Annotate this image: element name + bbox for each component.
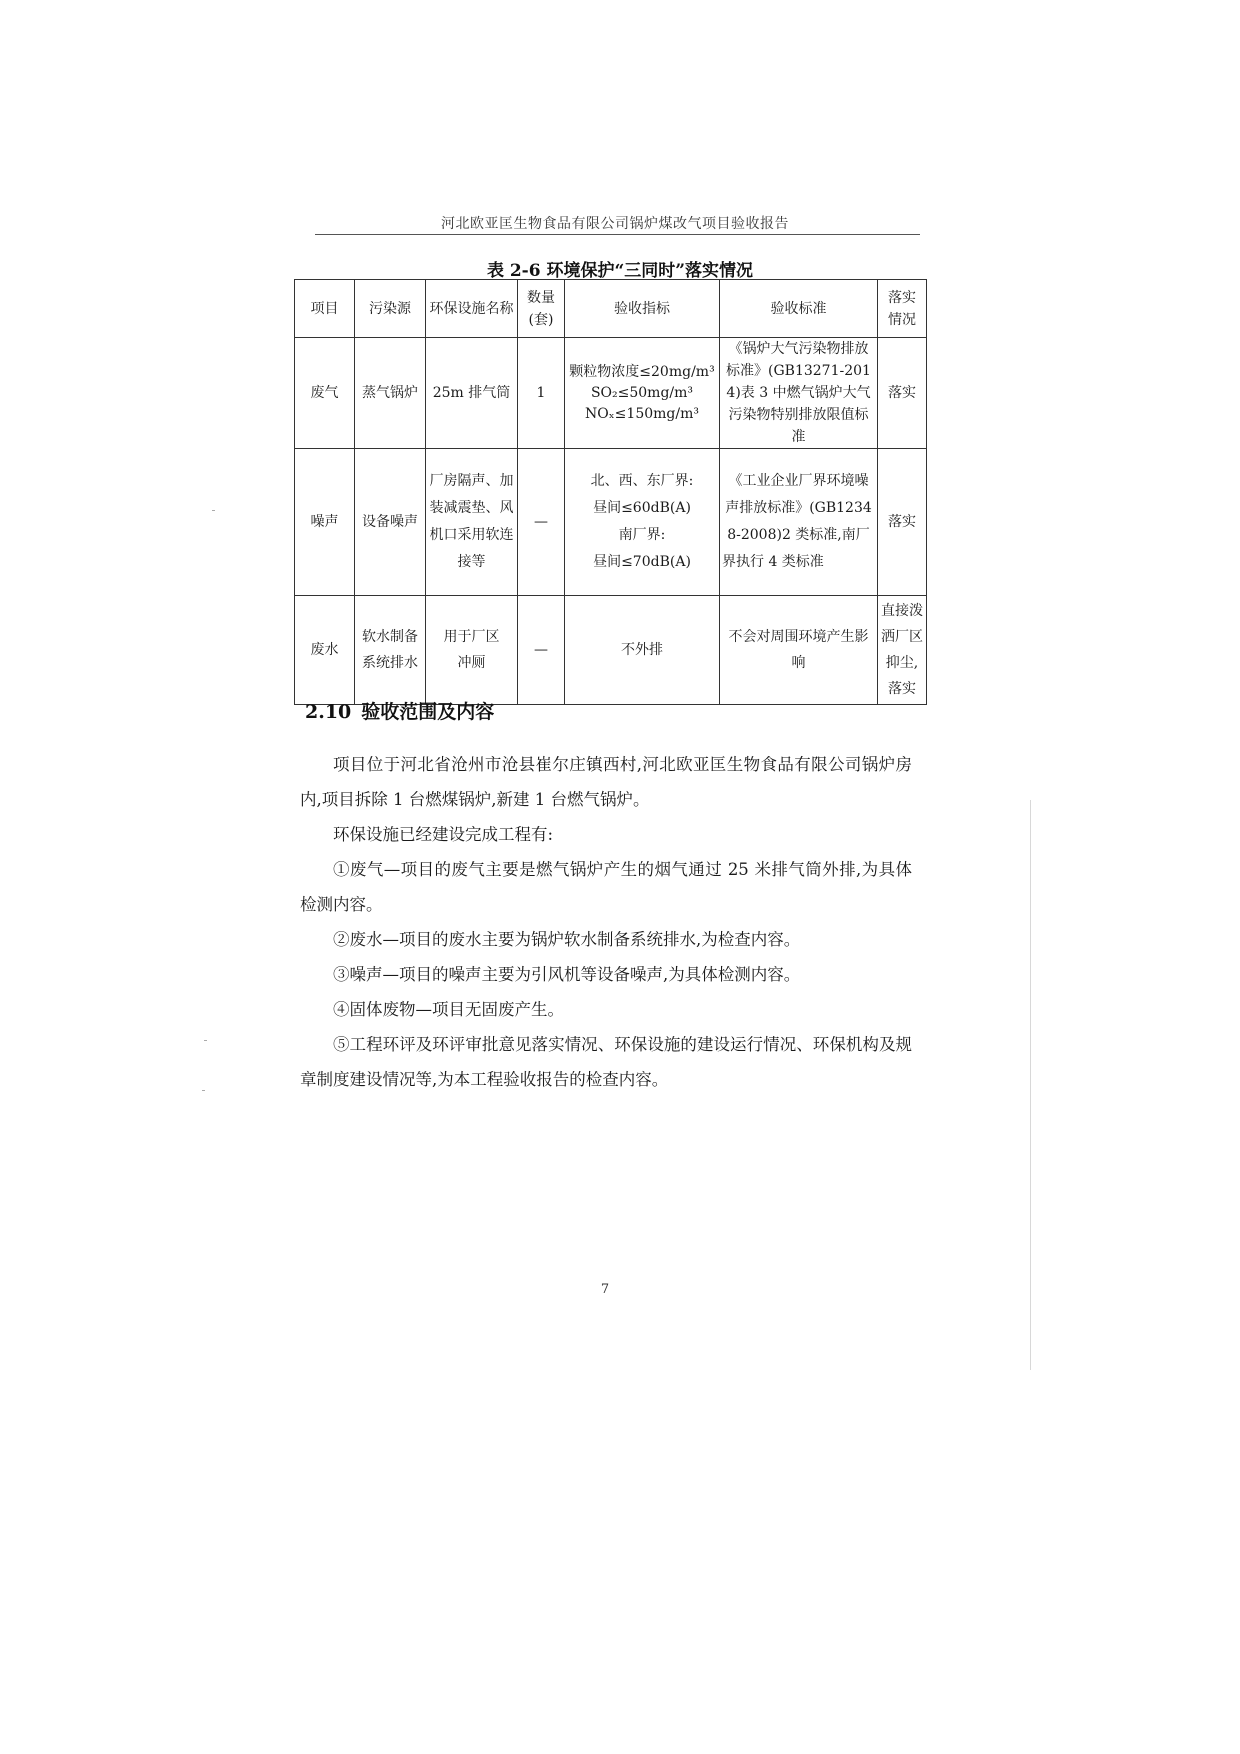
col-header-status [878,280,927,338]
cell-project: 废气 [295,338,355,449]
cell-facility: 25m 排气筒 [426,338,518,449]
indicator-line: 昼间≤60dB(A) [593,500,691,516]
cell-qty: 1 [518,338,565,449]
table-row-exhaust [295,338,927,449]
indicator-line: 南厂界: [618,527,666,543]
cell-status: 落实 [878,449,927,596]
col-header-qty-line1: 数量 [527,289,555,306]
col-header-standard: 验收标准 [720,280,878,338]
indicator-line: SO₂≤50mg/m³ [590,384,694,401]
cell-source: 软水制备系统排水 [355,596,426,705]
paragraph: ②废水—项目的废水主要为锅炉软水制备系统排水,为检查内容。 [333,930,801,949]
section-heading [305,697,494,724]
indicator-line: 颗粒物浓度≤20mg/m³ [569,363,715,380]
col-header-qty-line2: (套) [528,311,554,328]
scan-speck [204,1040,207,1041]
col-header-project: 项目 [295,280,355,338]
cell-status: 直接泼洒厂区抑尘,落实 [878,596,927,705]
table-row-noise [295,449,927,596]
body-text [300,747,912,1097]
section-title: 验收范围及内容 [361,701,495,723]
scan-edge-line [1030,800,1031,1370]
cell-standard: 《工业企业厂界环境噪声排放标准》(GB12348-2008)2 类标准,南厂界执行 4 类标准 [720,449,878,596]
header-rule [315,234,920,235]
paragraph: ①废气—项目的废气主要是燃气锅炉产生的烟气通过 25 米排气筒外排,为具体检测内容。 [300,860,912,914]
cell-standard: 《锅炉大气污染物排放标准》(GB13271-2014)表 3 中燃气锅炉大气污染物特别排放限值标准 [720,338,878,449]
page-number: 7 [600,1282,610,1297]
paragraph: ⑤工程环评及环评审批意见落实情况、环保设施的建设运行情况、环保机构及规章制度建设情况等,为本工程验收报告的检查内容。 [300,1035,912,1089]
section-number: 2.10 [305,701,352,723]
col-header-status-line2: 情况 [888,311,916,328]
col-header-qty [518,280,565,338]
cell-project: 噪声 [295,449,355,596]
col-header-source: 污染源 [355,280,426,338]
indicator-line: 昼间≤70dB(A) [593,554,691,570]
paragraph: ④固体废物—项目无固废产生。 [333,1000,564,1019]
indicator-line: NOₓ≤150mg/m³ [585,405,699,422]
table-row-wastewater [295,596,927,705]
cell-status: 落实 [878,338,927,449]
paragraph: 环保设施已经建设完成工程有: [333,825,554,844]
col-header-facility: 环保设施名称 [426,280,518,338]
col-header-indicator: 验收指标 [565,280,720,338]
cell-indicator [565,338,720,449]
scan-speck [202,1090,205,1091]
cell-facility: 厂房隔声、加装减震垫、风机口采用软连接等 [426,449,518,596]
cell-qty: — [518,449,565,596]
scan-speck [212,510,215,511]
paragraph: ③噪声—项目的噪声主要为引风机等设备噪声,为具体检测内容。 [333,965,801,984]
facility-line: 冲厕 [457,655,486,671]
cell-qty: — [518,596,565,705]
cell-standard: 不会对周围环境产生影响 [720,596,878,705]
cell-project: 废水 [295,596,355,705]
paragraph: 项目位于河北省沧州市沧县崔尔庄镇西村,河北欧亚匡生物食品有限公司锅炉房内,项目拆除 1 台燃煤锅炉,新建 1 台燃气锅炉。 [300,755,912,809]
environmental-protection-table [294,279,927,705]
cell-facility [426,596,518,705]
col-header-status-line1: 落实 [888,289,916,306]
cell-source: 蒸气锅炉 [355,338,426,449]
cell-indicator [565,449,720,596]
page-header: 河北欧亚匡生物食品有限公司锅炉煤改气项目验收报告 [441,216,789,232]
facility-line: 用于厂区 [443,629,500,645]
table-caption: 表 2-6 环境保护“三同时”落实情况 [486,261,754,281]
table-header-row [295,280,927,338]
cell-source: 设备噪声 [355,449,426,596]
cell-indicator: 不外排 [565,596,720,705]
indicator-line: 北、西、东厂界: [590,473,694,489]
